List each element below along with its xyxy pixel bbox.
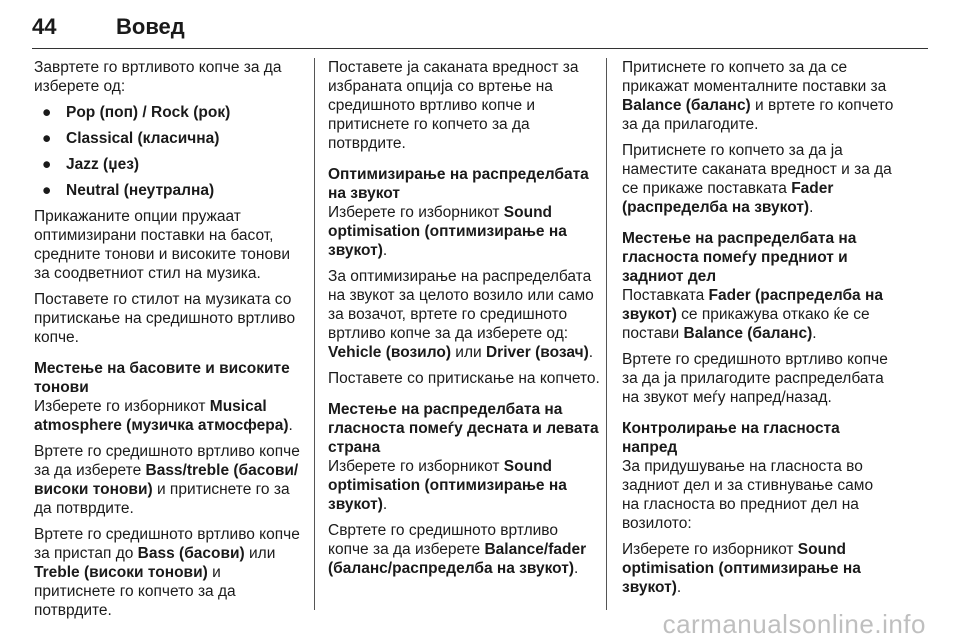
bullet-icon: ● bbox=[42, 156, 52, 173]
paragraph: Вртете го средишното вртливо копче за пристап до Bass (басови) или Treble (високи тонови) и притиснете го копчето за да потврдите. bbox=[34, 526, 300, 619]
chapter-title: Вовед bbox=[116, 14, 185, 39]
section-heading: Контролирање на гласноста напред bbox=[622, 420, 840, 456]
paragraph: Поставете го стилот на музиката со притискање на средишното вртливо копче. bbox=[34, 291, 296, 346]
paragraph: Поставете со притискање на копчето. bbox=[328, 370, 600, 387]
paragraph: За придушување на гласноста во задниот дел и за стивнување само на гласноста во предниот дел на возилото: bbox=[622, 458, 874, 532]
list-item: ● Jazz (џез) bbox=[42, 156, 140, 173]
section-heading: Местење на распределбата на гласноста помеѓу десната и левата страна bbox=[328, 401, 599, 456]
paragraph: Поставката Fader (распределба на звукот) се прикажува откако ќе се постави Balance (баланс). bbox=[622, 287, 883, 342]
paragraph: Прикажаните опции пружаат оптимизирани поставки на басот, средните тонови и високите тонови за соодветниот стил на музика. bbox=[34, 208, 290, 282]
list-item: ● Pop (поп) / Rock (рок) bbox=[42, 104, 231, 121]
paragraph: Изберете го изборникот Musical atmosphere (музичка атмосфера). bbox=[34, 398, 293, 434]
bullet-icon: ● bbox=[42, 182, 52, 199]
paragraph: Изберете го изборникот Sound optimisation (оптимизирање на звукот). bbox=[328, 204, 567, 259]
section-heading: Оптимизирање на распределбата на звукот bbox=[328, 166, 589, 202]
paragraph: Вртете го средишното вртливо копче за да ја прилагодите распределбата на звукот меѓу напред/назад. bbox=[622, 351, 888, 406]
bullet-icon: ● bbox=[42, 130, 52, 147]
paragraph: Притиснете го копчето за да ја наместите саканата вредност и за да се прикаже поставката Fader (распределба на звукот). bbox=[622, 142, 892, 216]
column-divider-2 bbox=[606, 58, 607, 610]
section-heading: Местење на басовите и високите тонови bbox=[34, 360, 290, 396]
page-header bbox=[32, 8, 928, 48]
paragraph: Изберете го изборникот Sound optimisation (оптимизирање на звукот). bbox=[622, 541, 861, 596]
list-item: ● Neutral (неутрална) bbox=[42, 182, 215, 199]
paragraph: За оптимизирање на распределбата на звукот за целото возило или само за возачот, вртете го средишното вртливо копче за да изберете од: Vehicle (возило) или Driver (возач). bbox=[328, 268, 594, 361]
paragraph: Изберете го изборникот Sound optimisation (оптимизирање на звукот). bbox=[328, 458, 567, 513]
header-rule bbox=[32, 48, 928, 49]
page-number: 44 bbox=[32, 14, 57, 39]
bullet-icon: ● bbox=[42, 104, 52, 121]
paragraph: Свртете го средишното вртливо копче за да изберете Balance/fader (баланс/распределба на звукот). bbox=[328, 522, 587, 577]
music-style-list bbox=[34, 103, 306, 200]
section-heading: Местење на распределбата на гласноста помеѓу предниот и задниот дел bbox=[622, 230, 857, 285]
list-item: ● Classical (класична) bbox=[42, 130, 220, 147]
paragraph: Притиснете го копчето за да се прикажат моменталните поставки за Balance (баланс) и вртете го копчето за да прилагодите. bbox=[622, 59, 894, 133]
column-3 bbox=[622, 58, 894, 604]
paragraph: Завртете го вртливото копче за да изберете од: bbox=[34, 59, 282, 95]
paragraph: Поставете ја саканата вредност за избраната опција со вртење на средишното вртливо копче и притиснете го копчето за да потврдите. bbox=[328, 59, 579, 152]
column-divider-1 bbox=[314, 58, 315, 610]
column-1 bbox=[34, 58, 306, 627]
column-2 bbox=[328, 58, 600, 585]
paragraph: Вртете го средишното вртливо копче за да изберете Bass/treble (басови/високи тонови) и притиснете го за да потврдите. bbox=[34, 443, 300, 517]
watermark: carmanualsonline.info bbox=[662, 609, 926, 639]
